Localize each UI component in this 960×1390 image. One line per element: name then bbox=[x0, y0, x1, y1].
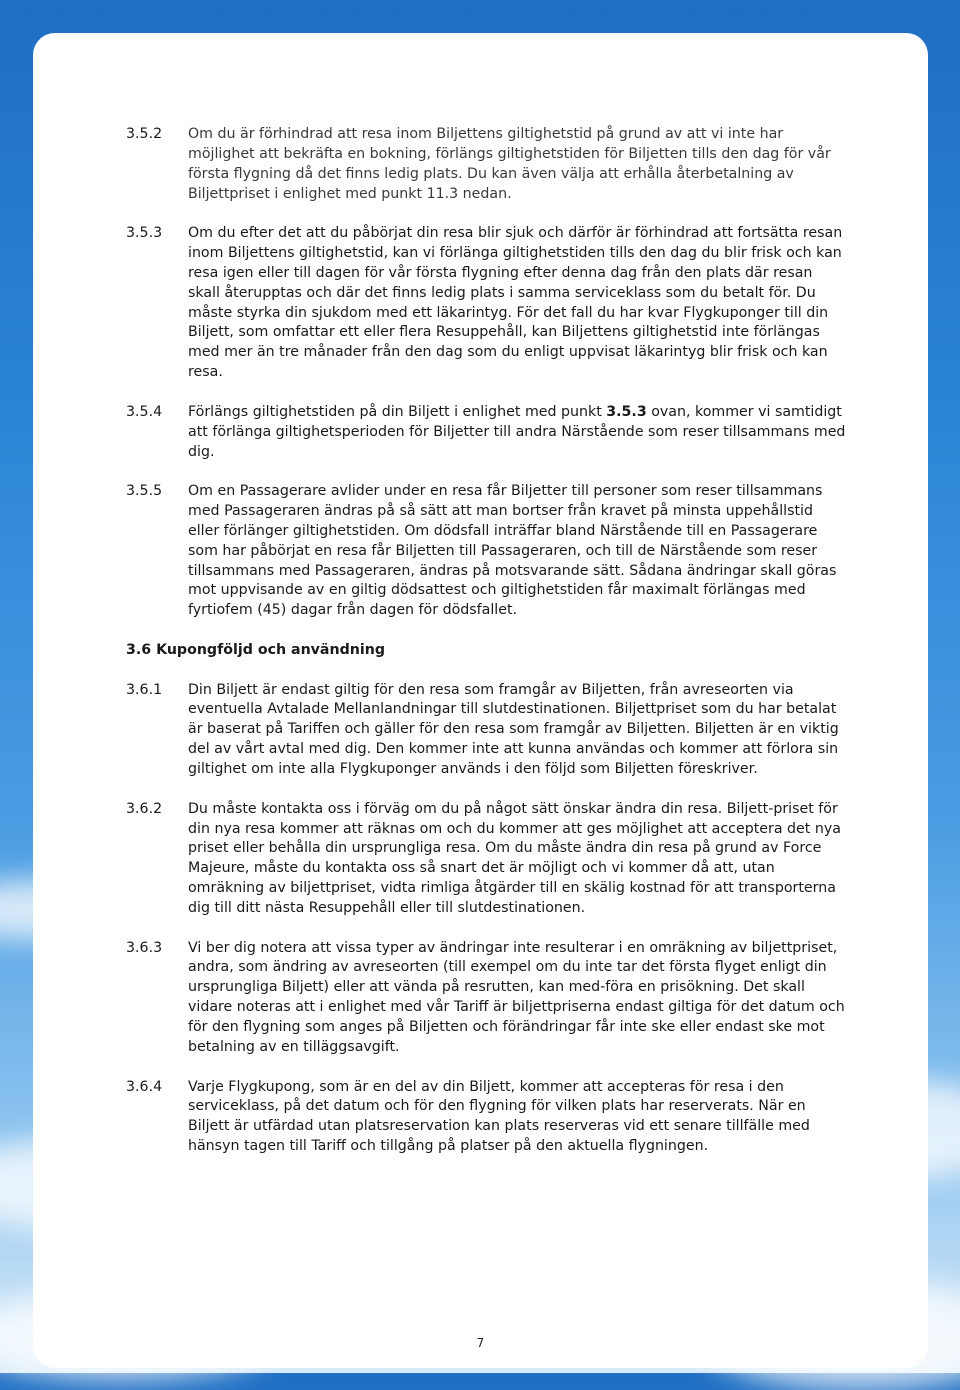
clause-text bbox=[188, 403, 848, 463]
clause bbox=[126, 403, 866, 463]
clause bbox=[126, 482, 866, 621]
clause-text: Om en Passagerare avlider under en resa får Biljetter till personer som reser tillsammans med Passageraren ändras på så sätt att man bortser från kravet på minsta uppehållstid eller förlänger giltighetstiden. Om dödsfall inträffar bland Närstående till en Passagerare som har påbörjat en resa får Biljetten till Passageraren, och till de Närstående som reser tillsammans med Passageraren, ändras på motsvarande sätt. Sådana ändringar skall göras mot uppvisande av en giltig dödsattest och giltighetstiden får maximalt förlängas med fyrtiofem (45) dagar från dagen för dödsfallet. bbox=[188, 483, 837, 619]
clause-text: Om du är förhindrad att resa inom Biljettens giltighetstid på grund av att vi inte har möjlighet att bekräfta en bokning, förlängs giltighetstiden för Biljetten tills den dag för vår första flygning då det finns ledig plats. Du kan även välja att erhålla återbetalning av Biljettpriset i enlighet med punkt 11.3 nedan. bbox=[188, 126, 831, 202]
clause-text: Din Biljett är endast giltig för den resa som framgår av Biljetten, från avreseorten via eventuella Avtalade Mellanlandningar till slutdestinationen. Biljettpriset som du har betalat är baserat på Tariffen och gäller för den resa som framgår av Biljetten. Biljetten är en viktig del av vårt avtal med dig. Den kommer inte att kunna användas och kommer att förlora sin giltighet om inte alla Flygkuponger används i den följd som Biljetten föreskriver. bbox=[188, 681, 839, 777]
clause bbox=[126, 800, 866, 919]
clause-text: Vi ber dig notera att vissa typer av ändringar inte resulterar i en omräkning av biljettpriset, andra, som ändring av avreseorten (till exempel om du inte tar det första flyget enligt din ursprungliga Biljett) eller att vända på resrutten, kan med-föra en prisökning. Det skall vidare noteras att i enlighet med vår Tariff är biljettpriserna endast giltiga för det datum och för den flygning som anges på Biljetten och förändringar får inte ske eller endast ske mot betalning av en tilläggsavgift. bbox=[188, 939, 845, 1055]
clause-number: 3.5.5 bbox=[126, 483, 163, 500]
clauses-group-a bbox=[126, 125, 866, 383]
clause-text: Du måste kontakta oss i förväg om du på något sätt önskar ändra din resa. Biljett-priset för din nya resa kommer att räknas om och du kommer att ges möjlighet att acceptera det nya priset eller behålla din ursprungliga resa. Om du måste ändra din resa på grund av Force Majeure, måste du kontakta oss så snart det är möjligt och vi kommer då att, utan omräkning av biljettpriset, vidta rimliga åtgärder till en skälig kostnad för att transporterna dig till ditt nästa Resuppehåll eller till slutdestinationen. bbox=[188, 800, 841, 916]
clause-text-part: Förlängs giltighetstiden på din Biljett i enlighet med punkt bbox=[188, 403, 607, 420]
clause-reference: 3.5.3 bbox=[606, 403, 647, 420]
clause bbox=[126, 125, 866, 204]
section-heading: 3.6 Kupongföljd och användning bbox=[126, 641, 385, 658]
clause-number: 3.6.4 bbox=[126, 1078, 163, 1095]
clause-text: Varje Flygkupong, som är en del av din Biljett, kommer att accepteras för resa i den serviceklass, på det datum och för den flygning för vilken plats har reserverats. När en Biljett är utfärdad utan platsreservation kan plats reserveras vid ett senare tillfälle med hänsyn tagen till Tariff och tillgång på platser på den aktuella flygningen. bbox=[188, 1078, 810, 1155]
clause bbox=[126, 224, 866, 383]
clause-number: 3.5.2 bbox=[126, 126, 163, 142]
clause bbox=[126, 939, 866, 1058]
clause-number: 3.6.2 bbox=[126, 800, 163, 817]
page-number: 7 bbox=[476, 1336, 485, 1350]
clause-number: 3.5.3 bbox=[126, 225, 163, 242]
clause-number: 3.6.3 bbox=[126, 939, 163, 956]
clause-number: 3.6.1 bbox=[126, 681, 163, 698]
document-body bbox=[126, 125, 866, 1177]
clause-number: 3.5.4 bbox=[126, 403, 163, 420]
clause-text-part: ovan, kommer vi samtidigt att förlänga giltighetsperioden för Biljetter till andra Närstående som reser tillsammans med dig. bbox=[188, 403, 846, 460]
document-page bbox=[33, 33, 928, 1368]
clause-text: Om du efter det att du påbörjat din resa blir sjuk och därför är förhindrad att fortsätta resan inom Biljettens giltighetstid, kan vi förlänga giltighetstiden tills den dag du blir frisk och kan resa igen eller till dagen för vår första flygning efter denna dag från den plats där resan skall återupptas och där det finns ledig plats i samma serviceklass som du betalt för. Du måste styrka din sjukdom med ett läkarintyg. För det fall du har kvar Flygkuponger till din Biljett, som omfattar ett eller flera Resuppehåll, kan Biljettens giltighetstid inte förlängas med mer än tre månader från den dag som du enligt uppvisat läkarintyg blir frisk och kan resa. bbox=[188, 225, 843, 381]
clause bbox=[126, 1078, 866, 1157]
clause bbox=[126, 681, 866, 780]
